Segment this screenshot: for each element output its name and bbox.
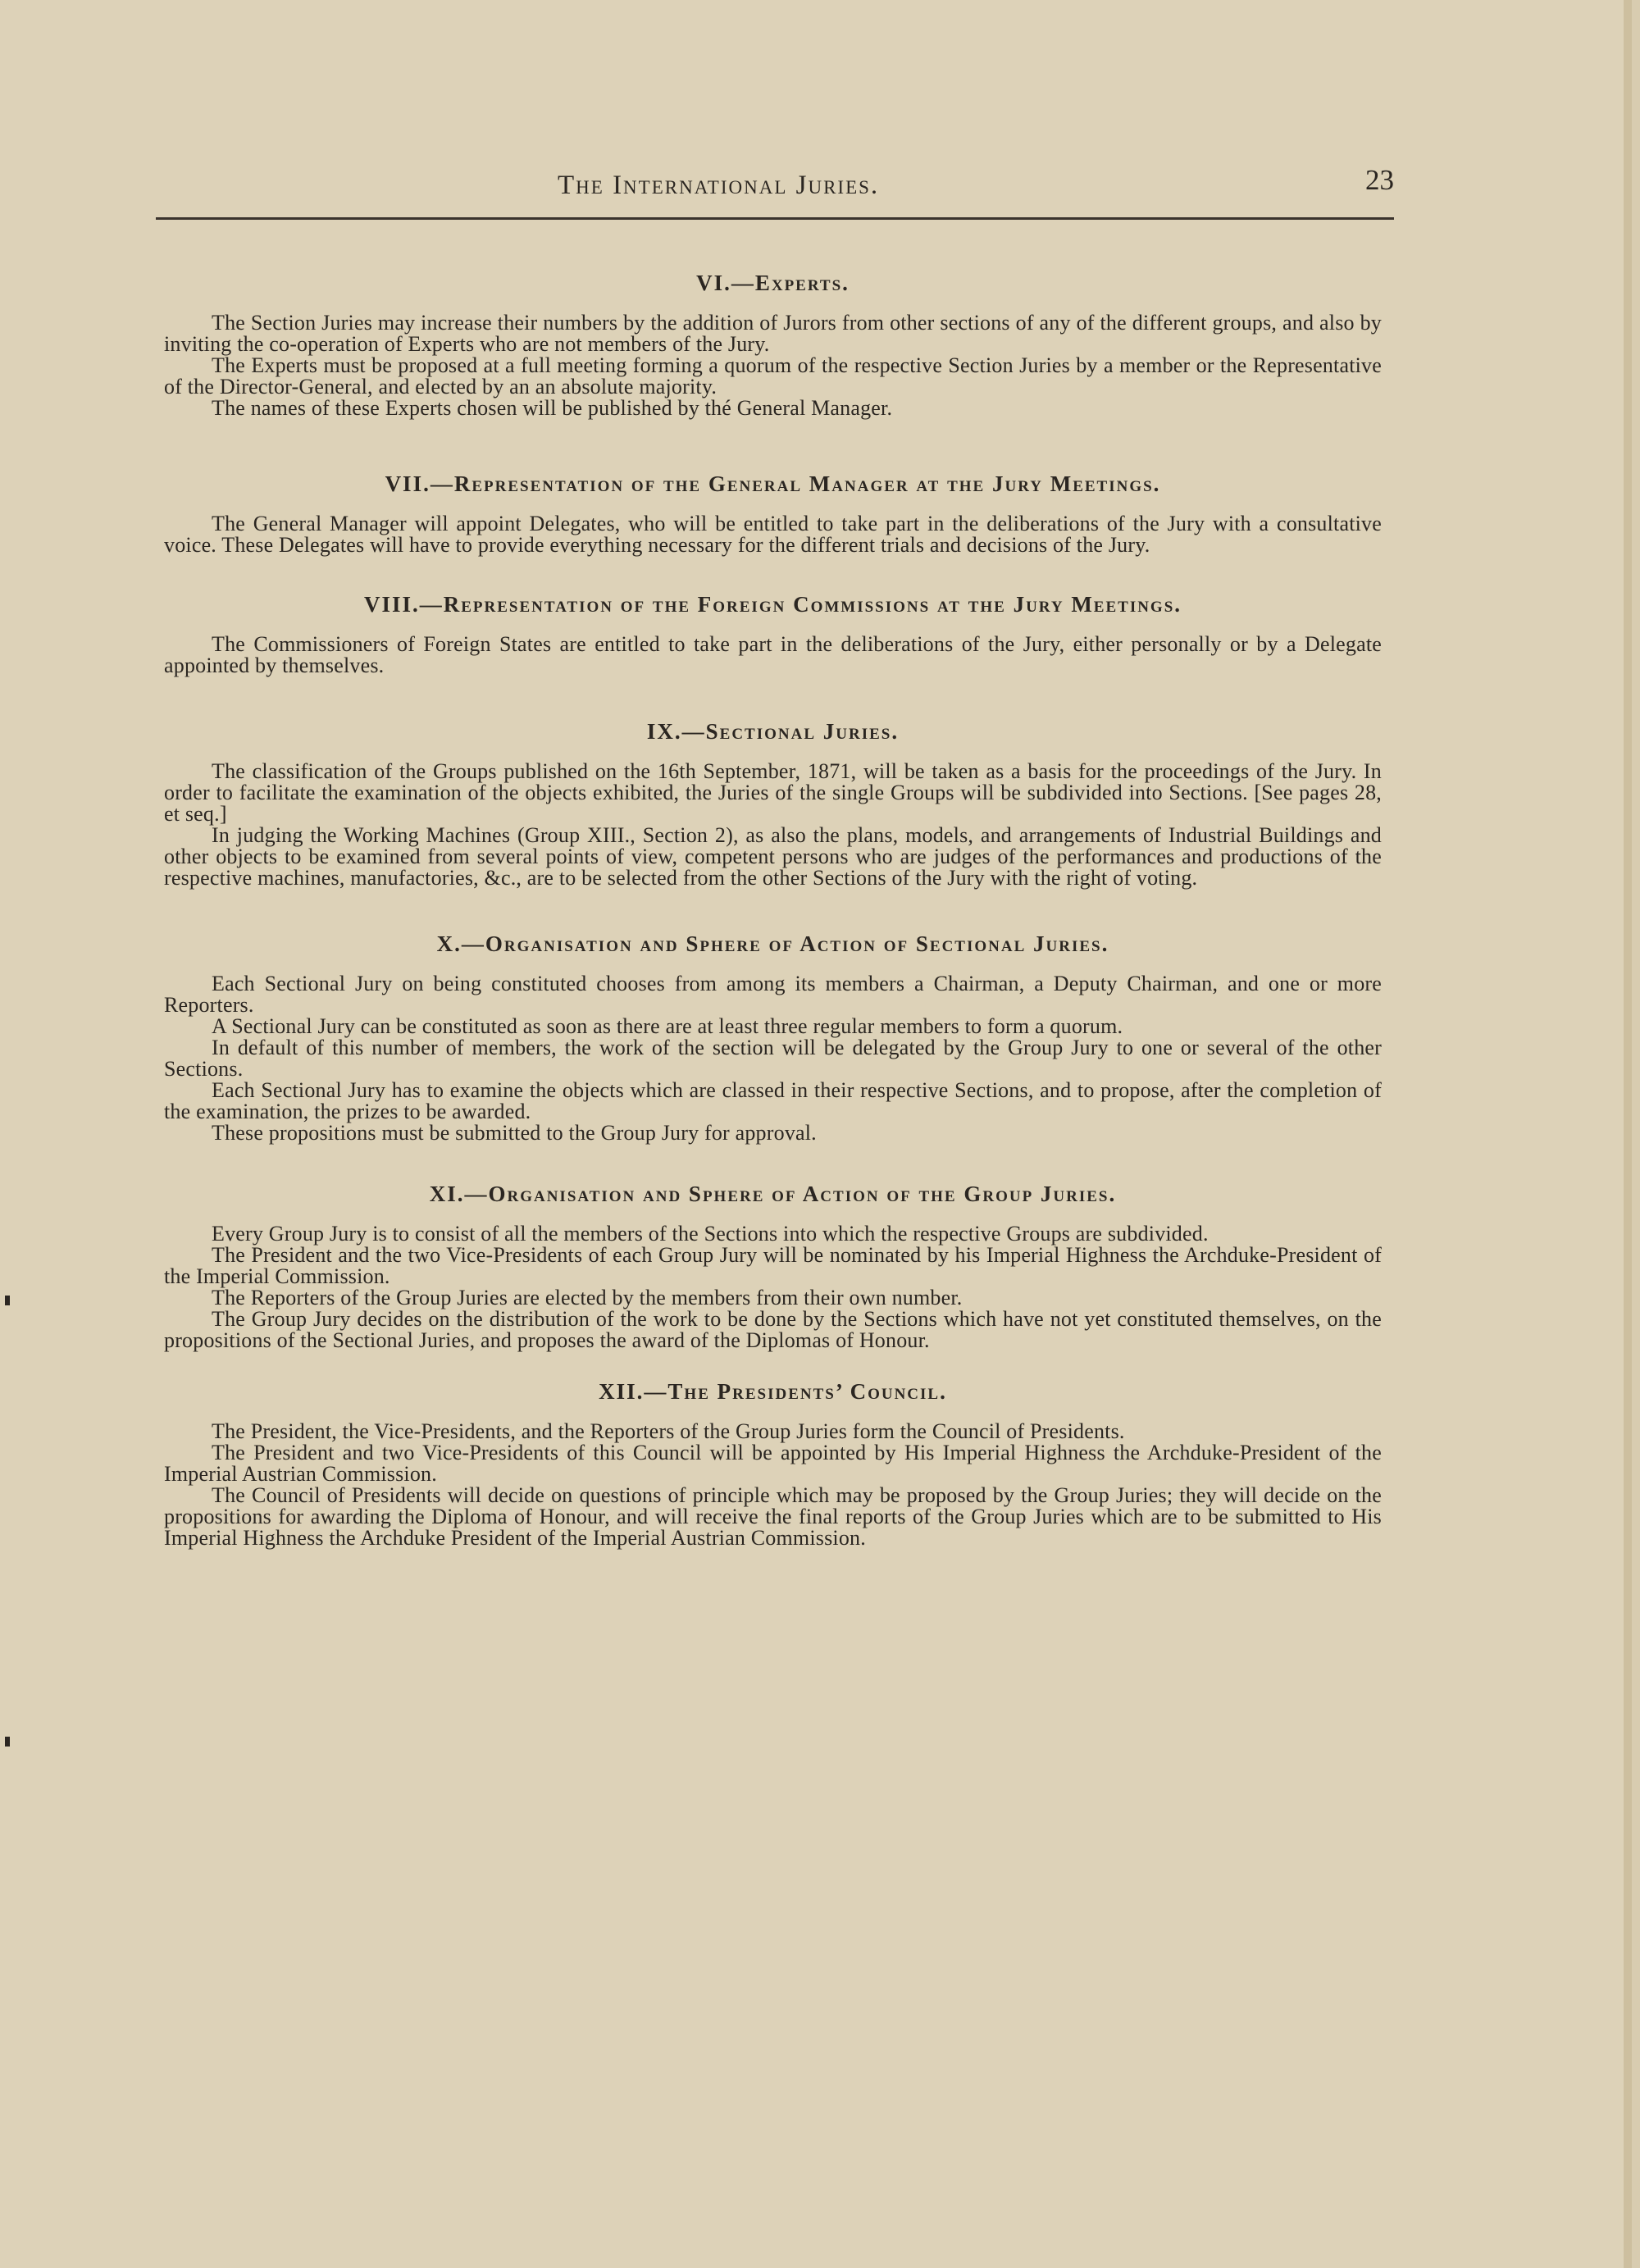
running-title: The International Juries. [558, 171, 880, 200]
header-rule [156, 217, 1394, 220]
section-heading: VII.—Representation of the General Manager at the Jury Meetings. [385, 471, 1161, 496]
section-heading: XII.—The Presidents’ Council. [599, 1379, 947, 1404]
paragraph: Every Group Jury is to consist of all the members of the Sections into which the respective Groups are subdivided. [212, 1222, 1209, 1246]
section-general-manager-representation [164, 471, 1382, 556]
paragraph: Each Sectional Jury on being constituted chooses from among its members a Chairman, a Deputy Chairman, and one or more Reporters. [164, 972, 1382, 1017]
section-heading: IX.—Sectional Juries. [646, 719, 900, 744]
page-number: 23 [1365, 164, 1394, 196]
paragraph: The General Manager will appoint Delegates, who will be entitled to take part in the deliberations of the Jury with a consultative voice. These Delegates will have to provide everything necessary for the different trials and decisions of the Jury. [164, 512, 1382, 557]
paragraph: The Section Juries may increase their numbers by the addition of Jurors from other sections of any of the different groups, and also by inviting the co-operation of Experts who are not members of the Jury. [164, 311, 1382, 356]
section-experts [164, 271, 1382, 419]
section-heading: VIII.—Representation of the Foreign Commissions at the Jury Meetings. [363, 592, 1182, 617]
section-foreign-commissions-representation [164, 592, 1382, 676]
paragraph: The Experts must be proposed at a full meeting forming a quorum of the respective Section Juries by a member or the Representative of the Director-General, and elected by an an absolute majority. [164, 353, 1382, 398]
page-body [164, 271, 1382, 1549]
paragraph: The names of these Experts chosen will be published by thé General Manager. [212, 396, 893, 420]
page-header [156, 164, 1394, 213]
paragraph: A Sectional Jury can be constituted as soon as there are at least three regular members to form a quorum. [212, 1014, 1123, 1038]
page-edge [1624, 0, 1632, 2268]
section-heading: XI.—Organisation and Sphere of Action of the Group Juries. [429, 1182, 1117, 1206]
paragraph: Each Sectional Jury has to examine the objects which are classed in their respective Sections, and to propose, after the completion of the examination, the prizes to be awarded. [164, 1078, 1382, 1123]
paragraph: The President and two Vice-Presidents of this Council will be appointed by His Imperial Highness the Archduke-President of the Imperial Austrian Commission. [164, 1441, 1382, 1486]
paragraph: The Reporters of the Group Juries are elected by the members from their own number. [212, 1286, 963, 1309]
paragraph: The Council of Presidents will decide on questions of principle which may be proposed by the Group Juries; they will decide on the propositions for awarding the Diploma of Honour, and will receive the final reports of the Group Juries which are to be submitted to His Imperial Highness the Archduke President of the Imperial Austrian Commission. [164, 1483, 1382, 1550]
section-heading: X.—Organisation and Sphere of Action of Sectional Juries. [436, 931, 1109, 956]
section-sectional-juries [164, 719, 1382, 889]
paragraph: In judging the Working Machines (Group XIII., Section 2), as also the plans, models, and arrangements of Industrial Buildings and other objects to be examined from several points of view, competent persons who are judges of the performances and productions of the respective machines, manufactories, &c., are to be selected from the other Sections of the Jury with the right of voting. [164, 823, 1382, 890]
section-sectional-juries-organisation [164, 931, 1382, 1144]
paragraph: The President, the Vice-Presidents, and the Reporters of the Group Juries form the Council of Presidents. [212, 1419, 1125, 1443]
section-presidents-council [164, 1379, 1382, 1549]
paragraph: These propositions must be submitted to the Group Jury for approval. [212, 1121, 817, 1145]
section-heading: VI.—Experts. [696, 271, 850, 295]
paragraph: The President and the two Vice-Presidents of each Group Jury will be nominated by his Imperial Highness the Archduke-President of the Imperial Commission. [164, 1243, 1382, 1288]
paragraph: The Commissioners of Foreign States are entitled to take part in the deliberations of the Jury, either personally or by a Delegate appointed by themselves. [164, 632, 1382, 677]
section-group-juries-organisation [164, 1182, 1382, 1351]
margin-mark [5, 1296, 10, 1305]
paragraph: The Group Jury decides on the distribution of the work to be done by the Sections which have not yet constituted themselves, on the propositions of the Sectional Juries, and proposes the award of the Diplomas of Honour. [164, 1307, 1382, 1352]
paragraph: In default of this number of members, the work of the section will be delegated by the Group Jury to one or several of the other Sections. [164, 1036, 1382, 1081]
paragraph: The classification of the Groups published on the 16th September, 1871, will be taken as a basis for the proceedings of the Jury. In order to facilitate the examination of the objects exhibited, the Juries of the single Groups will be subdivided into Sections. [See pages 28, et seq.] [164, 759, 1382, 826]
margin-mark [5, 1737, 10, 1747]
